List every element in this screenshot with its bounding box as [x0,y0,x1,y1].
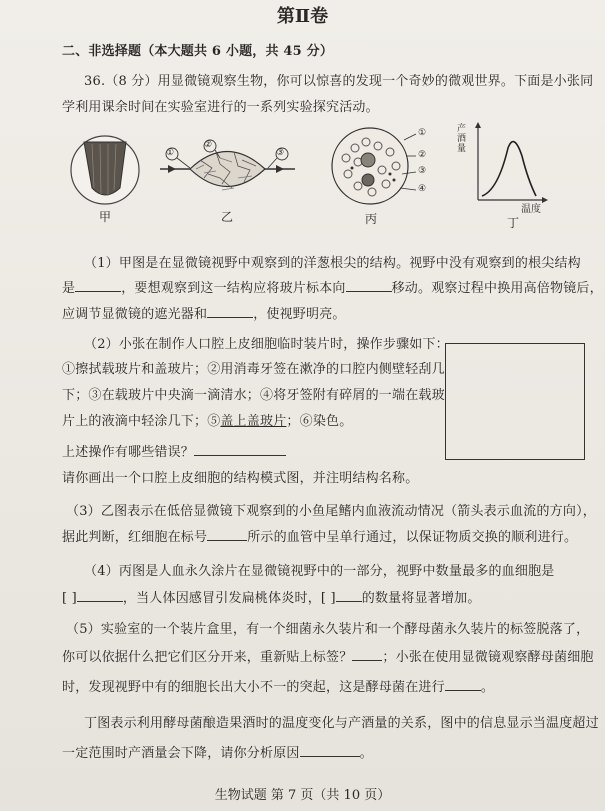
figure-bing-callout-4: ④ [418,184,427,194]
figure-jia-label: 甲 [98,210,111,224]
q2-line3: 下；③在载玻片中央滴一滴清水；④将牙签附有碎屑的一端在载玻 [62,388,445,403]
q2-text-b: ；⑥染色。 [286,414,353,429]
q5-text-c: 时，发现视野中有的细胞长出大小不一的突起，这是酵母菌在进行 [62,680,445,695]
q4-answer-blank-increase[interactable] [336,589,362,602]
section-header: 二、非选择题（本大题共 6 小题，共 45 分） [62,44,334,59]
figure-ding-label: 丁 [506,216,519,230]
q1-answer-blank-mirror[interactable] [207,305,253,318]
q5-text-a: 你可以依据什么把它们区分开来，重新贴上标签？ [62,650,353,665]
figure-ding-x-axis-label: 温度 [521,204,541,215]
q2-line6: 请你画出一个口腔上皮细胞的结构模式图，并注明结构名称。 [62,471,419,486]
q2-line4 [62,410,352,429]
q5-text-b: ；小张在使用显微镜观察酵母菌细胞 [382,650,594,665]
q1-line3 [62,303,346,322]
q1-answer-blank-structure[interactable] [75,279,121,292]
q5-text-d: 。 [480,680,495,695]
figure-jia-root-tip [70,130,140,210]
q36-intro-line1: 36.（8 分）用显微镜观察生物，你可以惊喜的发现一个奇妙的微观世界。下面是小张同 [84,74,594,89]
figure-yi-callout-3: ③ [276,148,285,158]
figure-yi-callout-1: ① [166,148,175,158]
q5-answer-blank-reproduction[interactable] [445,678,481,691]
q5-answer-blank-basis[interactable] [352,648,382,661]
figure-bing-callout-2: ② [418,150,427,160]
q2-question-errors: 上述操作有哪些错误？ [62,445,195,460]
q6-text-b: 。 [359,746,373,761]
figure-yi-blood-flow [160,138,295,200]
q2-line1: （2）小张在制作人口腔上皮细胞临时装片时，操作步骤如下： [84,337,449,352]
q5-line3 [62,676,494,695]
q2-line2: ①擦拭载玻片和盖玻片；②用消毒牙签在漱净的口腔内侧壁轻刮几 [62,362,445,377]
figure-bing-blood-smear [328,122,418,208]
q1-text-c: 移动。观察过程中换用高倍物镜后， [391,281,603,296]
q1-text-d: 应调节显微镜的遮光器和 [62,307,208,322]
q5-line2 [62,646,594,665]
q6-line2 [62,742,373,761]
q5-line1: （5）实验室的一个装片盒里，有一个细菌永久装片和一个酵母菌永久装片的标签脱落了， [66,622,590,637]
q3-text-b: 所示的血管中呈单行通过，以保证物质交换的顺利进行。 [247,530,578,545]
q1-text-a: 是 [62,281,76,296]
q2-drawing-answer-box[interactable] [445,343,585,460]
q2-underlined-step: 盖上盖玻片 [220,414,287,429]
figure-bing-label: 丙 [364,212,377,226]
q3-text-a: 据此判断，红细胞在标号 [62,530,208,545]
q3-answer-blank-vessel[interactable] [207,528,247,541]
figure-yi-label: 乙 [220,210,233,224]
q1-line2 [62,277,603,296]
q1-text-b: ，要想观察到这一结构应将玻片标本向 [121,281,346,296]
q6-line1: 丁图表示利用酵母菌酿造果酒时的温度变化与产酒量的关系，图中的信息显示当温度超过 [84,716,599,731]
q1-text-e: ，使视野明亮。 [253,307,346,322]
figure-yi-callout-2: ② [204,140,213,150]
figure-bing-callout-1: ① [418,128,427,138]
q2-text-a: 片上的液滴中轻涂几下；⑤ [62,414,221,429]
page-footer: 生物试题 第 7 页（共 10 页） [214,788,391,803]
q1-line1: （1）甲图是在显微镜视野中观察到的洋葱根尖的结构。视野中没有观察到的根尖结构 [84,256,581,271]
q4-bracket-a: [ ] [62,591,77,606]
q6-answer-blank-reason[interactable] [300,744,360,757]
paper-part-title: 第Ⅱ卷 [276,6,329,27]
q1-answer-blank-direction[interactable] [346,279,392,292]
q36-intro-line2: 学利用课余时间在实验室进行的一系列实验探究活动。 [62,100,379,115]
q3-line1: （3）乙图表示在低倍显微镜下观察到的小鱼尾鳍内血液流动情况（箭头表示血流的方向）， [66,504,596,519]
q4-line1: （4）丙图是人血永久涂片在显微镜视野中的一部分，视野中数量最多的血细胞是 [84,564,555,579]
q2-answer-blank-errors[interactable] [194,443,286,456]
q4-answer-blank-most-cells[interactable] [77,589,123,602]
q6-text-a: 一定范围时产酒量会下降，请你分析原因 [62,746,300,761]
figure-ding-yield-curve [470,120,550,210]
figure-bing-callout-3: ③ [418,166,427,176]
q4-line2 [62,587,481,606]
q4-text-c: 的数量将显著增加。 [361,591,481,606]
figure-ding-y-axis-label: 产酒量 [457,124,467,154]
q4-text-b: ，当人体因感冒引发扁桃体炎时，[ ] [122,591,336,606]
q3-line2 [62,526,577,545]
q2-line5 [62,441,286,460]
